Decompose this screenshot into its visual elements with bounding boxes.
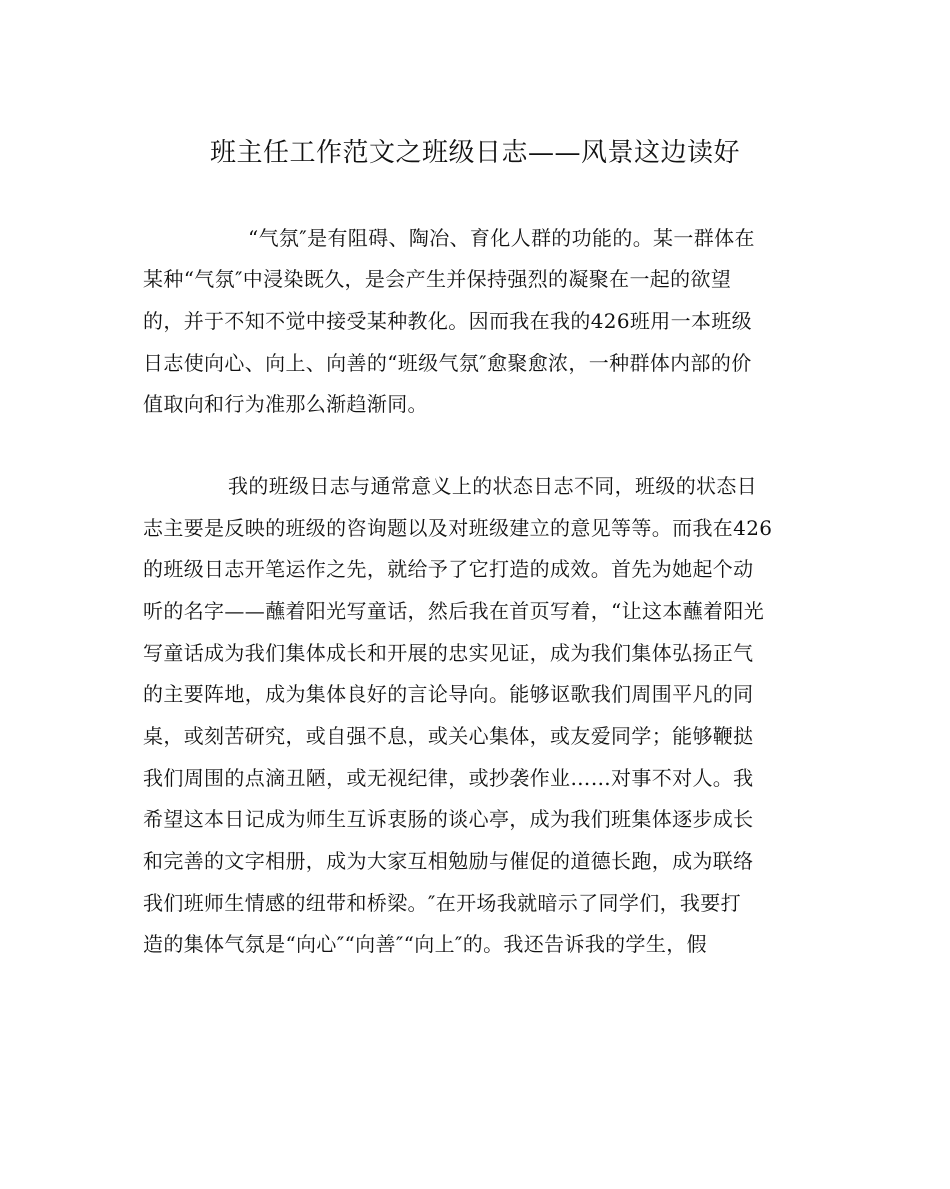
paragraph-line: 志主要是反映的班级的咨询题以及对班级建立的意见等等。而我在426 bbox=[143, 516, 773, 540]
paragraph-line: 造的集体气氛是“向心″“向善″“向上″的。我还告诉我的学生，假 bbox=[143, 932, 707, 956]
paragraph-line: 日志使向心、向上、向善的“班级气氛″愈聚愈浓，一种群体内部的价 bbox=[143, 351, 752, 375]
paragraph-line: 听的名字——蘸着阳光写童话，然后我在首页写着，“让这本蘸着阳光 bbox=[143, 599, 765, 623]
paragraph-line: 的班级日志开笔运作之先，就给予了它打造的成效。首先为她起个动 bbox=[143, 557, 754, 581]
paragraph-line: “气氛″是有阻碍、陶冶、育化人群的功能的。某一群体在 bbox=[248, 226, 755, 250]
paragraph-line: 某种“气氛″中浸染既久，是会产生并保持强烈的凝聚在一起的欲望 bbox=[143, 267, 732, 291]
paragraph-line: 写童话成为我们集体成长和开展的忠实见证，成为我们集体弘扬正气 bbox=[143, 641, 754, 665]
paragraph-line: 我们班师生情感的纽带和桥梁。″在开场我就暗示了同学们，我要打 bbox=[143, 891, 741, 915]
paragraph-line: 桌，或刻苦研究，或自强不息，或关心集体，或友爱同学；能够鞭挞 bbox=[143, 724, 754, 748]
paragraph-line: 的主要阵地，成为集体良好的言论导向。能够讴歌我们周围平凡的同 bbox=[143, 682, 754, 706]
paragraph-line: 我们周围的点滴丑陋，或无视纪律，或抄袭作业……对事不对人。我 bbox=[143, 766, 754, 790]
document-title: 班主任工作范文之班级日志——风景这边读好 bbox=[209, 138, 740, 168]
paragraph-line: 值取向和行为准那么渐趋渐同。 bbox=[143, 392, 428, 416]
paragraph-line: 希望这本日记成为师生互诉衷肠的谈心亭，成为我们班集体逐步成长 bbox=[143, 807, 754, 831]
paragraph-line: 我的班级日志与通常意义上的状态日志不同，班级的状态日 bbox=[228, 474, 758, 498]
paragraph-line: 和完善的文字相册，成为大家互相勉励与催促的道德长跑，成为联络 bbox=[143, 849, 754, 873]
paragraph-line: 的，并于不知不觉中接受某种教化。因而我在我的426班用一本班级 bbox=[143, 309, 753, 333]
